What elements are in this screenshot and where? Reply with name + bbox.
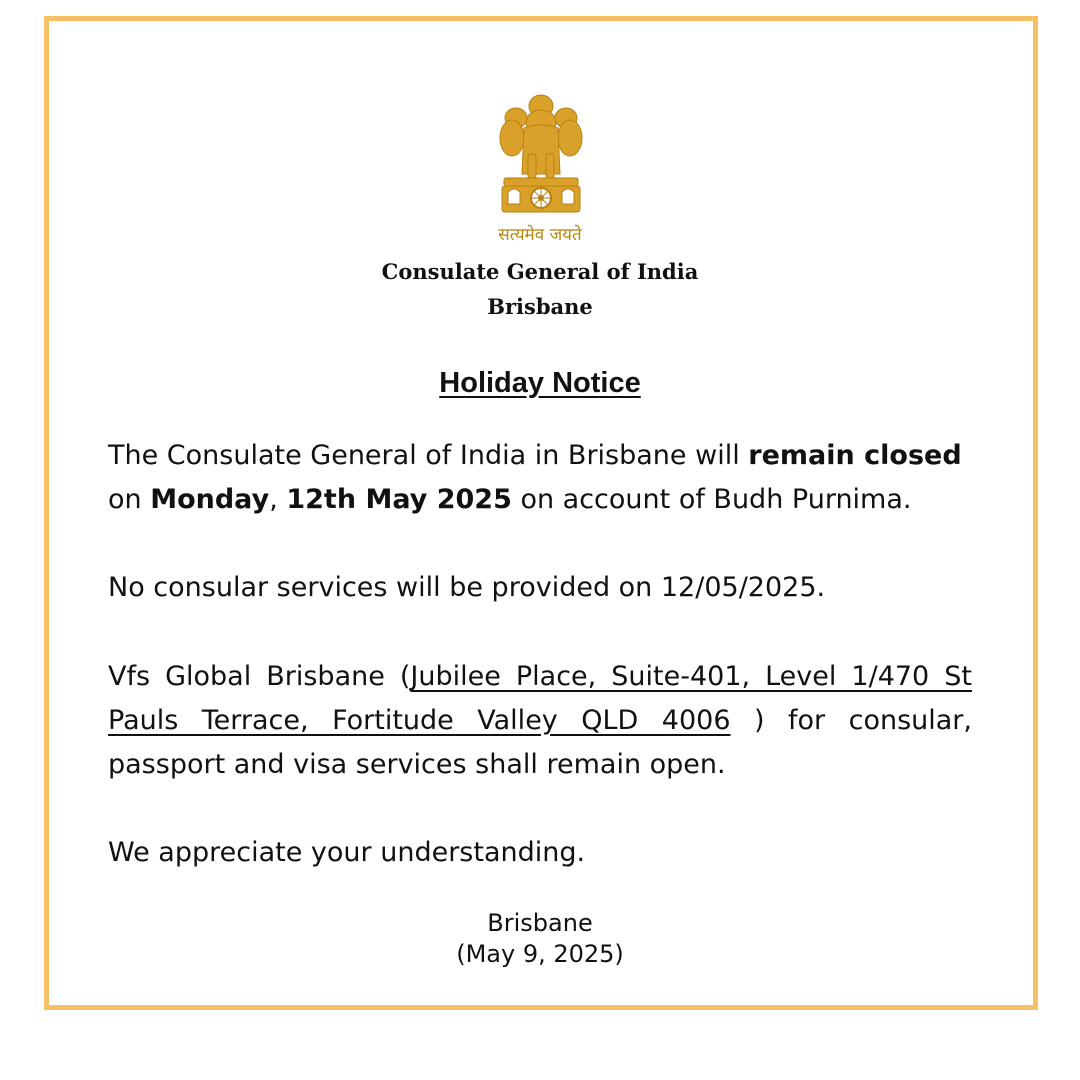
notice-title: Holiday Notice bbox=[439, 367, 641, 399]
signature-date: (May 9, 2025) bbox=[456, 940, 624, 968]
closure-text-2: on bbox=[108, 484, 151, 515]
organization-city: Brisbane bbox=[487, 294, 593, 319]
closure-paragraph bbox=[108, 434, 972, 522]
organization-name: Consulate General of India bbox=[381, 259, 699, 284]
closure-text-4: on account of Budh Purnima. bbox=[511, 484, 912, 515]
closure-day: Monday bbox=[150, 484, 270, 515]
vfs-text-1: Vfs Global Brisbane ( bbox=[108, 661, 411, 692]
signature-place: Brisbane bbox=[487, 909, 593, 937]
closing-paragraph: We appreciate your understanding. bbox=[108, 837, 586, 868]
vfs-text-2: ) for consular, passport and visa services shall remain open. bbox=[108, 705, 972, 780]
services-paragraph: No consular services will be provided on 12/05/2025. bbox=[108, 572, 826, 603]
vfs-paragraph bbox=[108, 655, 972, 787]
closure-text-3: , bbox=[269, 484, 287, 515]
closure-text-1: The Consulate General of India in Brisbane will bbox=[108, 440, 749, 471]
national-motto: सत्यमेव जयते bbox=[498, 225, 582, 245]
vfs-address-link[interactable]: Jubilee Place, Suite-401, Level 1/470 St Pauls Terrace, Fortitude Valley QLD 4006 bbox=[108, 661, 972, 736]
national-emblem-icon bbox=[490, 92, 592, 217]
closure-status: remain closed bbox=[748, 440, 962, 471]
closure-date: 12th May 2025 bbox=[286, 484, 512, 515]
